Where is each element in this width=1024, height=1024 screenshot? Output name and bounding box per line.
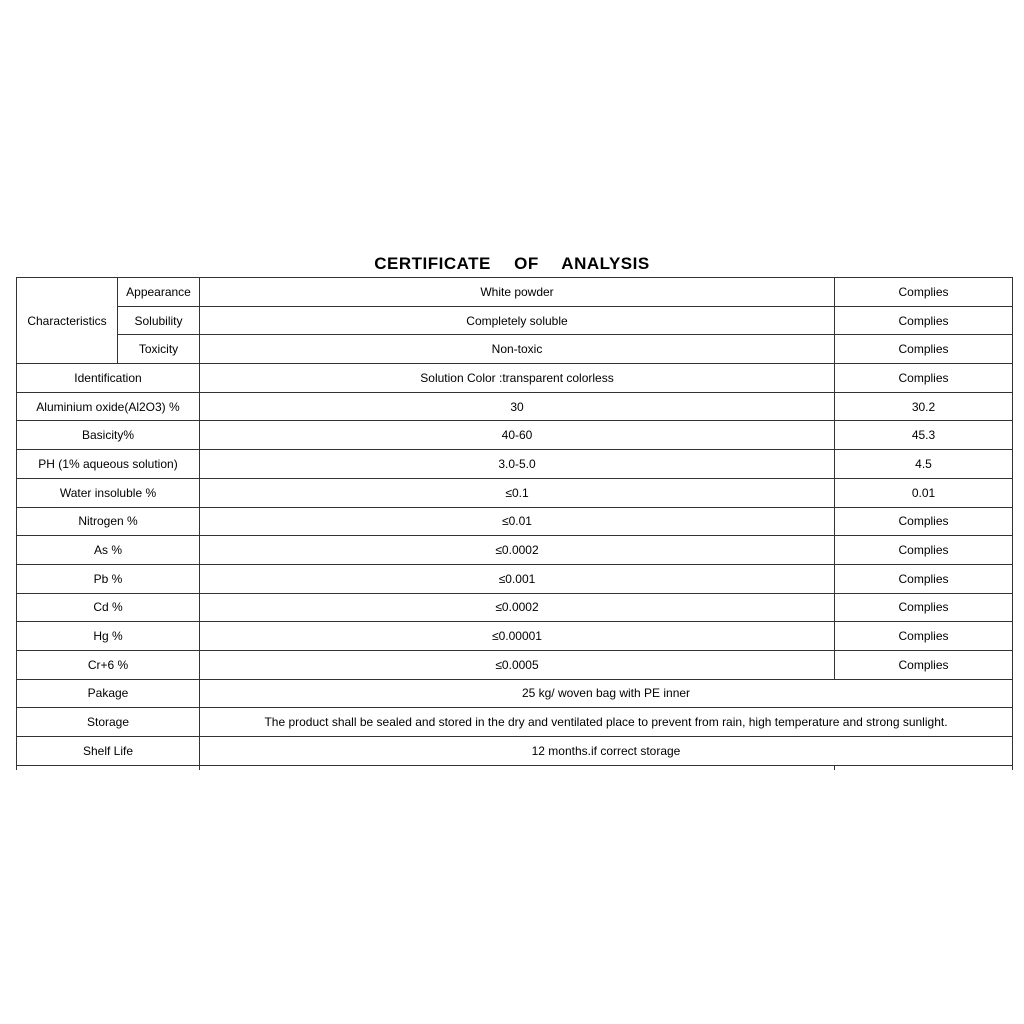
- spec-cell: ≤0.0002: [200, 593, 835, 622]
- value-cell: 12 months.if correct storage: [200, 737, 1013, 766]
- table-row: [17, 478, 1013, 507]
- table-row: [17, 564, 1013, 593]
- spec-cell: ≤0.0002: [200, 536, 835, 565]
- item-cell: Cr+6 %: [17, 650, 200, 679]
- item-cell: Toxicity: [118, 335, 200, 364]
- item-cell: Storage: [17, 708, 200, 737]
- item-cell: Solubility: [118, 306, 200, 335]
- item-cell: Appearance: [118, 278, 200, 307]
- result-cell: Complies: [835, 364, 1013, 393]
- table-row: [17, 306, 1013, 335]
- spec-cell: ≤0.01: [200, 507, 835, 536]
- spec-cell: ≤0.00001: [200, 622, 835, 651]
- spec-cell: 30: [200, 392, 835, 421]
- item-cell: Shelf Life: [17, 737, 200, 766]
- characteristics-label: Characteristics: [17, 278, 118, 364]
- empty-cell: [17, 765, 200, 770]
- result-cell: Complies: [835, 564, 1013, 593]
- item-cell: Pb %: [17, 564, 200, 593]
- result-cell: Complies: [835, 278, 1013, 307]
- spec-cell: White powder: [200, 278, 835, 307]
- spec-cell: ≤0.0005: [200, 650, 835, 679]
- table-row: [17, 536, 1013, 565]
- table-row: [17, 421, 1013, 450]
- table-row: [17, 737, 1013, 766]
- table-row: [17, 335, 1013, 364]
- spec-cell: Solution Color :transparent colorless: [200, 364, 835, 393]
- spec-cell: ≤0.001: [200, 564, 835, 593]
- result-cell: Complies: [835, 306, 1013, 335]
- table-row: [17, 392, 1013, 421]
- result-cell: Complies: [835, 335, 1013, 364]
- spec-cell: ≤0.1: [200, 478, 835, 507]
- table-row: [17, 650, 1013, 679]
- empty-cell: [835, 765, 1013, 770]
- value-cell: 25 kg/ woven bag with PE inner: [200, 679, 1013, 708]
- result-cell: Complies: [835, 507, 1013, 536]
- table-row: [17, 622, 1013, 651]
- value-cell: The product shall be sealed and stored in the dry and ventilated place to prevent from rain, high temperature and strong sunlight.: [200, 708, 1013, 737]
- result-cell: 45.3: [835, 421, 1013, 450]
- table-row: [17, 278, 1013, 307]
- item-cell: Basicity%: [17, 421, 200, 450]
- item-cell: Water insoluble %: [17, 478, 200, 507]
- result-cell: 0.01: [835, 478, 1013, 507]
- coa-table: [16, 277, 1013, 770]
- table-row: [17, 708, 1013, 737]
- empty-cell: [200, 765, 835, 770]
- table-row: [17, 450, 1013, 479]
- spec-cell: 40-60: [200, 421, 835, 450]
- item-cell: Pakage: [17, 679, 200, 708]
- result-cell: Complies: [835, 650, 1013, 679]
- item-cell: Aluminium oxide(Al2O3) %: [17, 392, 200, 421]
- item-cell: Nitrogen %: [17, 507, 200, 536]
- spec-cell: Non-toxic: [200, 335, 835, 364]
- table-row: [17, 679, 1013, 708]
- table-row: [17, 364, 1013, 393]
- item-cell: Identification: [17, 364, 200, 393]
- document-title: CERTIFICATE OF ANALYSIS: [374, 254, 650, 273]
- spec-cell: Completely soluble: [200, 306, 835, 335]
- item-cell: PH (1% aqueous solution): [17, 450, 200, 479]
- result-cell: 30.2: [835, 392, 1013, 421]
- table-row: [17, 593, 1013, 622]
- result-cell: Complies: [835, 622, 1013, 651]
- table-row: [17, 507, 1013, 536]
- item-cell: Cd %: [17, 593, 200, 622]
- result-cell: Complies: [835, 593, 1013, 622]
- item-cell: Hg %: [17, 622, 200, 651]
- result-cell: 4.5: [835, 450, 1013, 479]
- item-cell: As %: [17, 536, 200, 565]
- table-row-cutoff: [17, 765, 1013, 770]
- result-cell: Complies: [835, 536, 1013, 565]
- spec-cell: 3.0-5.0: [200, 450, 835, 479]
